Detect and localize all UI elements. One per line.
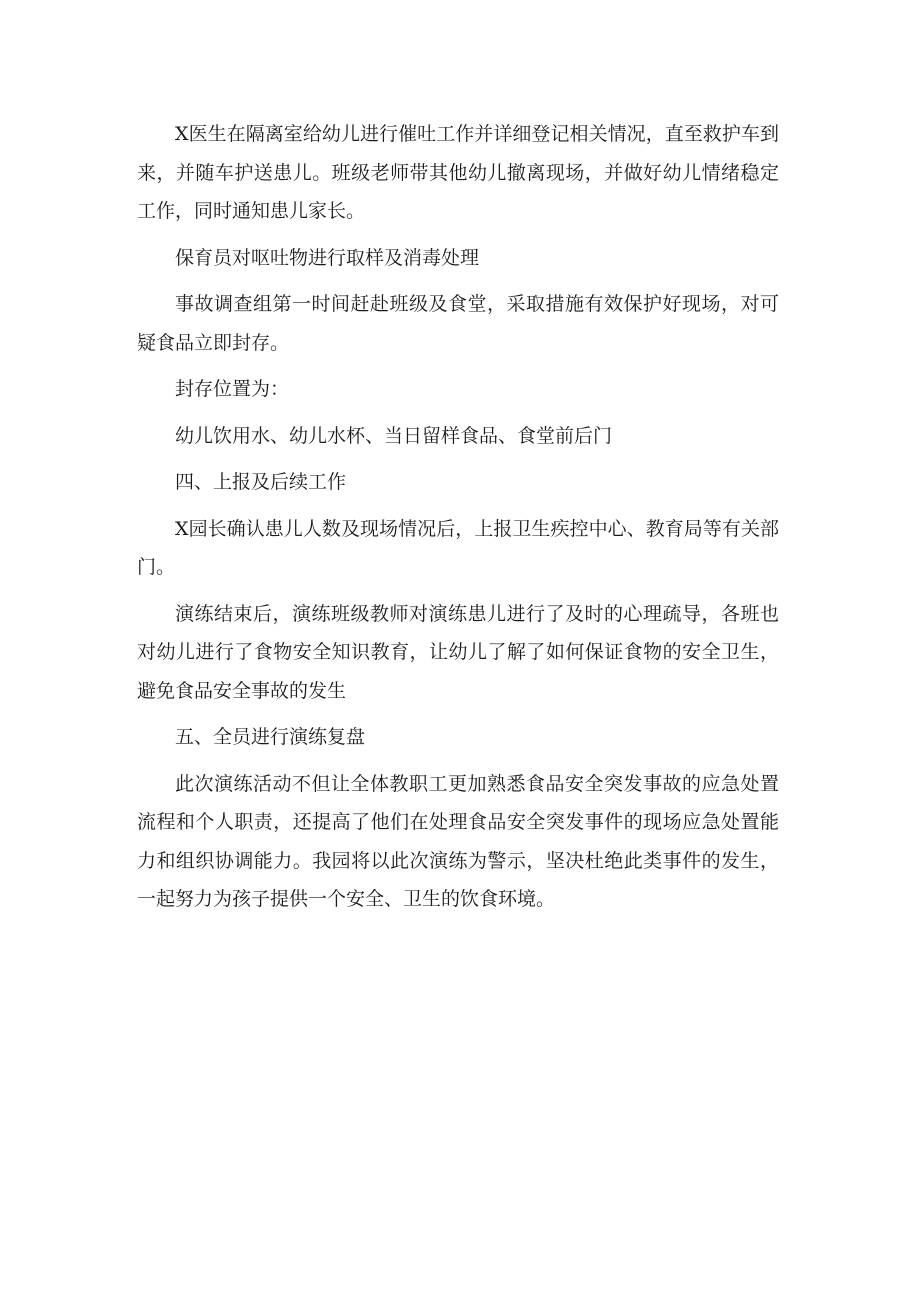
section-heading-review: 五、全员进行演练复盘 [175, 726, 366, 748]
paragraph-seal-location-label: 封存位置为： [175, 378, 290, 400]
document-page [137, 115, 779, 927]
paragraph-report: X园长确认患儿人数及现场情况后，上报卫生疾控中心、教育局等有关部门。 [137, 517, 779, 578]
section-heading-report: 四、上报及后续工作 [175, 471, 347, 493]
paragraph-seal-locations: 幼儿饮用水、幼儿水杯、当日留样食品、食堂前后门 [175, 424, 613, 447]
paragraph-vomiting-treatment: X医生在隔离室给幼儿进行催吐工作并详细登记相关情况，直至救护车到来，并随车护送患儿。班级老师带其他幼儿撤离现场，并做好幼儿情绪稳定工作，同时通知患儿家长。 [137, 123, 779, 222]
paragraph-investigation: 事故调查组第一时间赶赴班级及食堂，采取措施有效保护好现场，对可疑食品立即封存。 [137, 293, 779, 354]
paragraph-sampling: 保育员对呕吐物进行取样及消毒处理 [175, 246, 480, 269]
paragraph-drill-end: 演练结束后，演练班级教师对演练患儿进行了及时的心理疏导，各班也对幼儿进行了食物安全知识教育，让幼儿了解了如何保证食物的安全卫生，避免食品安全事故的发生 [137, 602, 779, 702]
paragraph-summary: 此次演练活动不但让全体教职工更加熟悉食品安全突发事故的应急处置流程和个人职责，还提高了他们在处理食品安全突发事件的现场应急处置能力和组织协调能力。我园将以此次演练为警示，坚决杜绝此类事件的发生，一起努力为孩子提供一个安全、卫生的饮食环境。 [137, 772, 779, 910]
